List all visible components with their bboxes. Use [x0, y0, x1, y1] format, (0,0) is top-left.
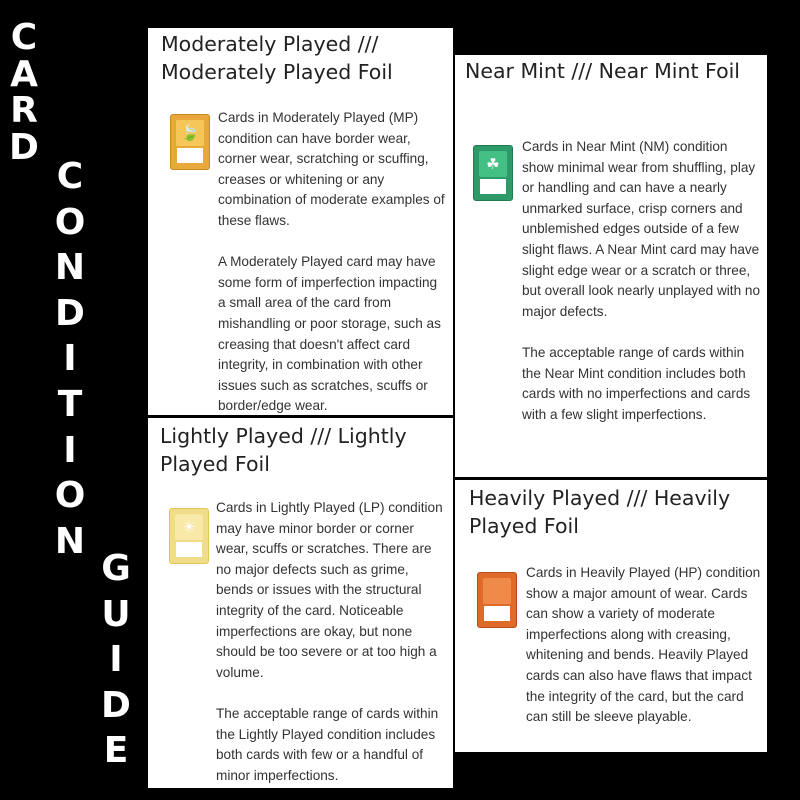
panel-title: Lightly Played /// Lightly Played Foil	[160, 424, 407, 476]
title-word-guide	[94, 546, 138, 774]
panel-title: Near Mint /// Near Mint Foil	[465, 59, 740, 83]
title-letter: T	[57, 383, 83, 425]
title-letter: O	[54, 201, 86, 243]
green-card-icon: ☘	[473, 145, 513, 201]
description-paragraph: Cards in Lightly Played (LP) condition may have minor border or corner wear, scuffs or scratches. There are no major defects such as grime, bends or issues with the structural integrity of the card. Noticeable imperfections are okay, but none should be too severe or at too high a volume.	[216, 500, 443, 680]
description-paragraph: Cards in Near Mint (NM) condition show minimal wear from shuffling, play or handling and can have a nearly unmarked surface, crisp corners and unblemished edges outside of a few slight flaws. A Near Mint card may have slight edge wear or a scratch or three, but overall look nearly unplayed with no major defects.	[522, 139, 761, 319]
title-letter: I	[63, 429, 77, 471]
panel-lightly-played	[148, 418, 453, 788]
title-letter: D	[55, 292, 85, 334]
title-letter: A	[10, 53, 38, 95]
title-letter: R	[10, 90, 38, 131]
title-letter: D	[101, 684, 131, 726]
title-letter: U	[101, 593, 131, 635]
description-paragraph: The acceptable range of cards within the Near Mint condition includes both cards with no imperfections and cards with a few slight imperfections.	[522, 344, 751, 422]
panel-near-mint	[455, 55, 767, 477]
title-letter: O	[54, 475, 86, 517]
description-paragraph: Cards in Moderately Played (MP) condition can have border wear, corner wear, scratching or scuffing, creases or whitening or any combination of moderate examples of these flaws.	[218, 110, 445, 228]
title-letter: E	[103, 730, 129, 772]
description-paragraph: A Moderately Played card may have some form of imperfection impacting a small area of the card from mishandling or poor storage, such as creasing that doesn't affect card integrity, in combination with other issues such as scratches, scuffs or border/edge wear.	[218, 254, 441, 414]
title-letter: N	[54, 520, 86, 562]
panel-moderately-played	[148, 28, 453, 415]
title-letter: I	[63, 338, 77, 380]
title-letter: C	[56, 156, 84, 197]
title-letter: D	[9, 126, 39, 168]
title-letter: I	[109, 639, 123, 681]
description-paragraph: Cards in Heavily Played (HP) condition show a major amount of wear. Cards can show a variety of moderate imperfections along with creasing, whitening and bends. Heavily Played cards can also have flaws that impact the integrity of the card, but the card can still be sleeve playable.	[526, 565, 761, 725]
panel-title: Heavily Played /// Heavily Played Foil	[469, 486, 731, 538]
orange-card-icon: 🍃	[170, 114, 210, 170]
title-word-card	[2, 17, 46, 168]
title-letter: N	[54, 247, 86, 289]
description-paragraph: The acceptable range of cards within the Lightly Played condition includes both cards with few or a handful of minor imperfections.	[216, 705, 439, 783]
panel-title: Moderately Played /// Moderately Played Foil	[161, 32, 393, 84]
title-letter: C	[10, 17, 38, 58]
red-card-icon	[477, 572, 517, 628]
panel-heavily-played	[455, 480, 767, 752]
yellow-card-icon: ☀	[169, 508, 209, 564]
title-word-condition	[48, 154, 92, 564]
title-letter: G	[101, 548, 131, 589]
